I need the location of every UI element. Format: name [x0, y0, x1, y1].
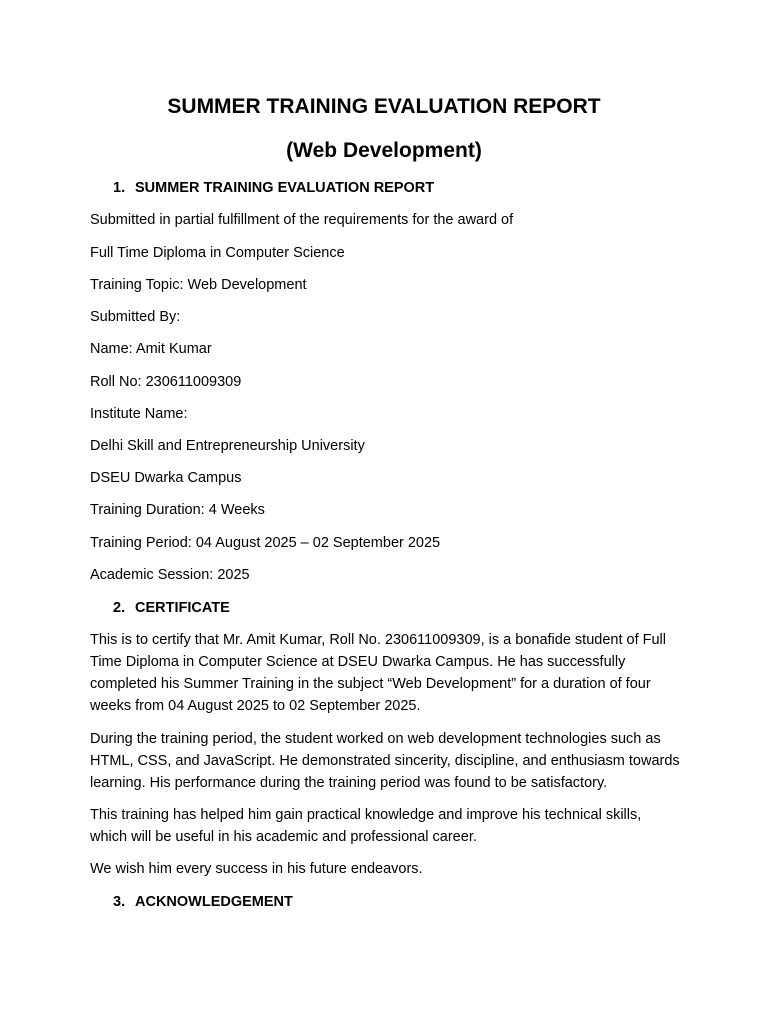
certificate-paragraph: During the training period, the student worked on web development technologies such as HTML, CSS, and JavaScript. He demonstrated sincerity, discipline, and enthusiasm towards learning. His performance during the training period was found to be satisfactory. [90, 731, 680, 791]
cover-line: Roll No: 230611009309 [90, 374, 242, 390]
section-heading-text: CERTIFICATE [135, 600, 230, 616]
cover-line: Full Time Diploma in Computer Science [90, 245, 345, 261]
certificate-paragraph: This training has helped him gain practical knowledge and improve his technical skills, which will be useful in his academic and professional career. [90, 807, 642, 845]
section-heading-3 [113, 892, 293, 912]
cover-line: Institute Name: [90, 406, 188, 422]
cover-line: Training Period: 04 August 2025 – 02 September 2025 [90, 535, 441, 551]
cover-line: Name: Amit Kumar [90, 341, 212, 357]
certificate-paragraph: This is to certify that Mr. Amit Kumar, Roll No. 230611009309, is a bonafide student of Full Time Diploma in Computer Science at DSEU Dwarka Campus. He has successfully completed his Summer Training in the subject “Web Development” for a duration of four weeks from 04 August 2025 to 02 September 2025. [90, 632, 666, 714]
cover-line: DSEU Dwarka Campus [90, 470, 242, 486]
cover-line: Submitted By: [90, 309, 181, 325]
cover-line: Training Duration: 4 Weeks [90, 502, 265, 518]
section-heading-2 [113, 598, 230, 618]
certificate-paragraph: We wish him every success in his future endeavors. [90, 861, 423, 877]
section-number: 1. [113, 180, 126, 196]
cover-line: Academic Session: 2025 [90, 567, 250, 583]
cover-line: Training Topic: Web Development [90, 277, 307, 293]
section-heading-text: ACKNOWLEDGEMENT [135, 894, 293, 910]
cover-line: Delhi Skill and Entrepreneurship University [90, 438, 365, 454]
section-heading-1 [113, 178, 434, 198]
cover-line: Submitted in partial fulfillment of the requirements for the award of [90, 212, 514, 228]
document-subtitle: (Web Development) [286, 139, 482, 162]
document-title: SUMMER TRAINING EVALUATION REPORT [167, 95, 601, 118]
section-heading-text: SUMMER TRAINING EVALUATION REPORT [135, 180, 435, 196]
section-number: 2. [113, 600, 126, 616]
section-number: 3. [113, 894, 126, 910]
